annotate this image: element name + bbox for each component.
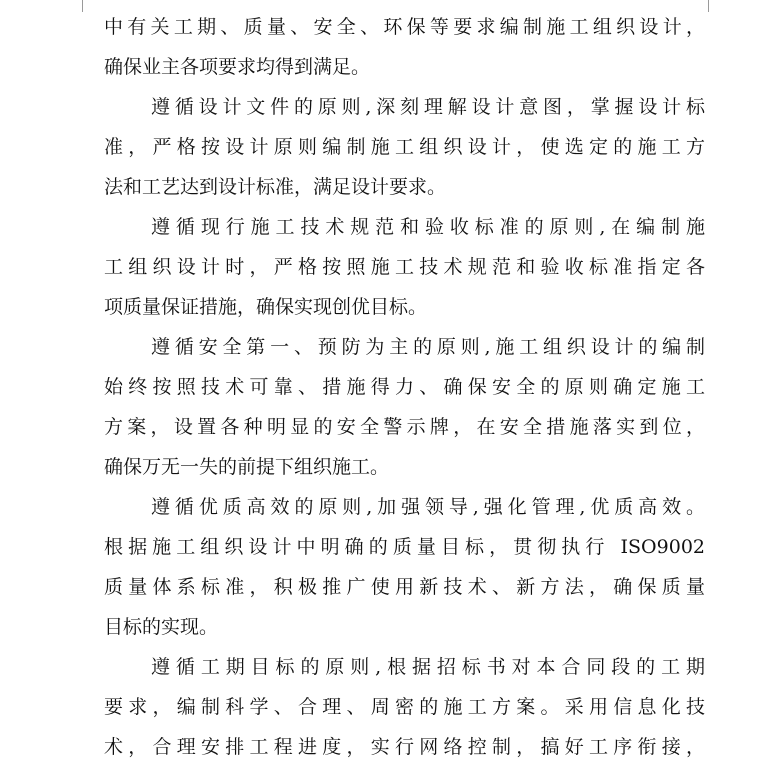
body-text <box>104 7 705 767</box>
text-line: 质量体系标准，积极推广使用新技术、新方法，确保质量 <box>104 576 705 598</box>
paragraph-first-line: 遵循安全第一、预防为主的原则,施工组织设计的编制 <box>151 336 705 358</box>
paragraph-first-line: 遵循设计文件的原则,深刻理解设计意图，掌握设计标 <box>151 96 705 118</box>
text-line: 项质量保证措施，确保实现创优目标。 <box>104 296 428 318</box>
text-line: 方案，设置各种明显的安全警示牌，在安全措施落实到位， <box>104 416 705 438</box>
paragraph-first-line: 遵循优质高效的原则,加强领导,强化管理,优质高效。 <box>151 496 705 518</box>
crop-mark-right <box>708 0 709 12</box>
text-line: 目标的实现。 <box>104 616 219 638</box>
text-line: 准，严格按设计原则编制施工组织设计，使选定的施工方 <box>104 136 705 158</box>
text-line: 要求，编制科学、合理、周密的施工方案。采用信息化技 <box>104 696 705 718</box>
paragraph-first-line: 遵循工期目标的原则,根据招标书对本合同段的工期 <box>151 656 705 678</box>
text-line: 确保万无一失的前提下组织施工。 <box>104 456 390 478</box>
paragraph-first-line: 遵循现行施工技术规范和验收标准的原则,在编制施 <box>151 216 705 238</box>
text-line: 中有关工期、质量、安全、环保等要求编制施工组织设计， <box>104 16 705 38</box>
text-line: 术，合理安排工程进度，实行网络控制，搞好工序衔接， <box>104 736 705 758</box>
text-line: 确保业主各项要求均得到满足。 <box>104 56 371 78</box>
text-line: 根据施工组织设计中明确的质量目标，贯彻执行 ISO9002 <box>104 536 705 558</box>
text-line: 工组织设计时，严格按照施工技术规范和验收标准指定各 <box>104 256 705 278</box>
text-line: 始终按照技术可靠、措施得力、确保安全的原则确定施工 <box>104 376 705 398</box>
crop-mark-left <box>82 0 83 12</box>
text-line: 法和工艺达到设计标准，满足设计要求。 <box>104 176 447 198</box>
